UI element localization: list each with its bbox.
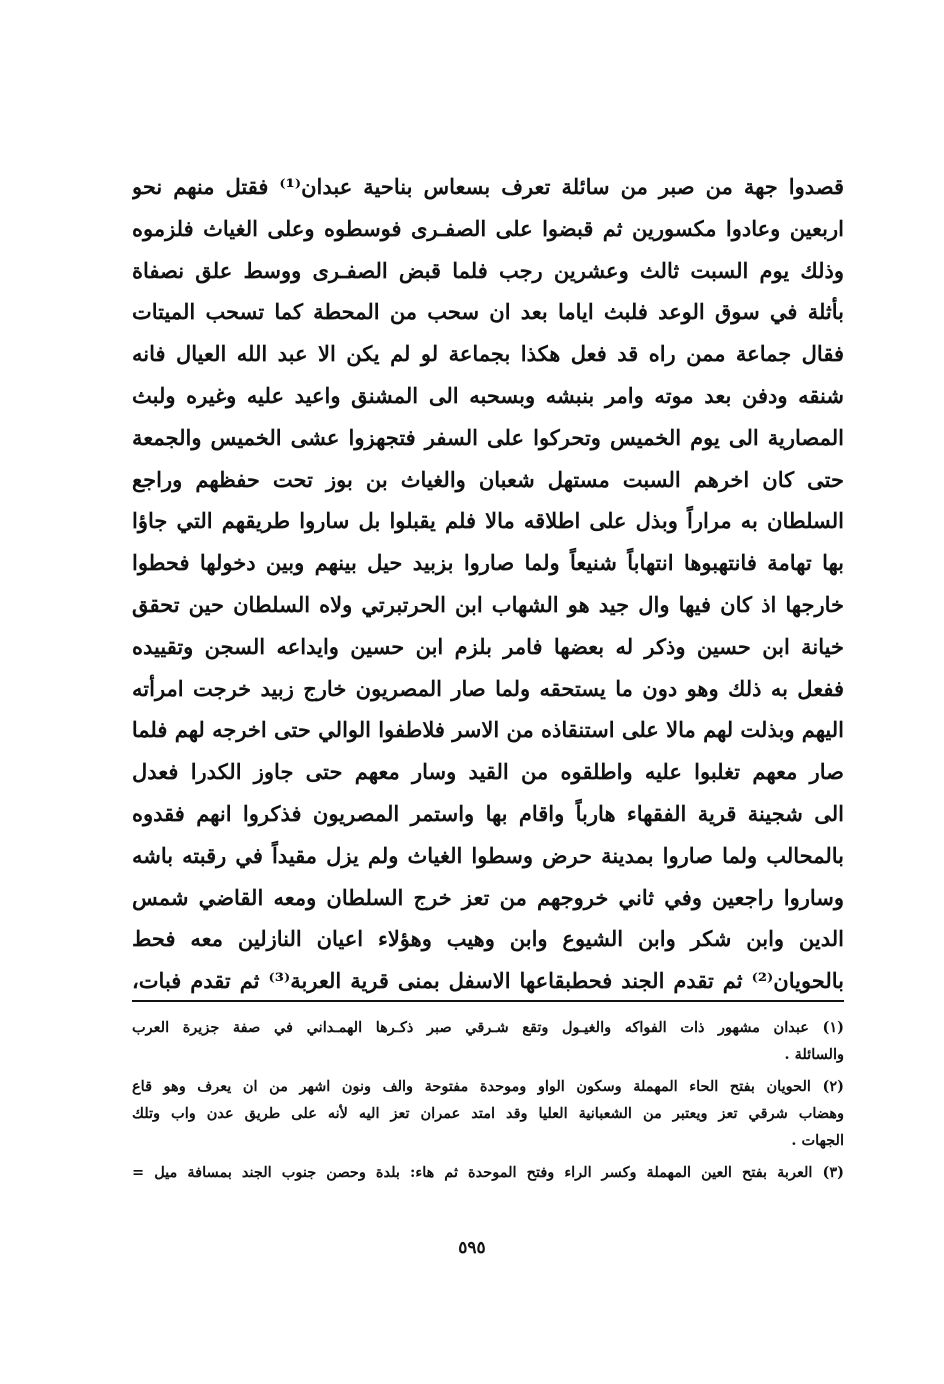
text-line: قصدوا جهة من صبر من سائلة تعرف بسعاس بناحية عبدان⁽¹⁾ فقتل منهم نحو xyxy=(132,174,844,199)
page-number: ٥٩٥ xyxy=(458,1238,486,1258)
text-line: بأثلة في سوق الوعد فلبث اياما بعد ان سحب من المحطة كما تسحب الميتات xyxy=(132,299,844,325)
text-line: ففعل به ذلك وهو دون ما يستحقه ولما صار المصريون خارج زبيد خرجت امرأته xyxy=(132,675,844,701)
footnote-line: (٢) الحويان بفتح الحاء المهملة وسكون الواو وموحدة مفتوحة والف ونون اشهر من ان يعرف وهو قاع xyxy=(132,1078,844,1095)
text-line: المصارية الى يوم الخميس وتحركوا على السفر فتجهزوا عشى الخميس والجمعة xyxy=(132,424,844,450)
text-line: اليهم وبذلت لهم مالا على استنقاذه من الاسر فلاطفوا الوالي حتى اخرجه لهم فلما xyxy=(132,717,844,743)
footnote-2 xyxy=(132,1073,844,1154)
text-line: اربعين وعادوا مكسورين ثم قبضوا على الصفـرى فوسطوه وعلى الغياث فلزموه xyxy=(132,215,844,241)
text-line: وساروا راجعين وفي ثاني خروجهم من تعز خرج السلطان ومعه القاضي شمس xyxy=(132,884,844,910)
footnote-line: والسائلة . xyxy=(784,1046,844,1063)
footnote-line: (٣) العربة بفتح العين المهملة وكسر الراء وفتح الموحدة ثم هاء: بلدة وحصن جنوب الجند بمسافة ميل = xyxy=(132,1164,844,1181)
text-line: بالمحالب ولما صاروا بمدينة حرض وسطوا الغياث ولم يزل مقيداً في رقبته باشه xyxy=(132,842,844,868)
text-line: الدين وابن شكر وابن الشيوع وابن وهيب وهؤلاء اعيان النازلين معه فحط xyxy=(132,926,844,952)
text-line: حتى كان اخرهم السبت مستهل شعبان والغياث بن بوز تحت حفظهم وراجع xyxy=(132,466,844,492)
text-line: السلطان به مراراً وبذل على اطلاقه مالا فلم يقبلوا بل ساروا طريقهم التي جاؤا xyxy=(132,508,844,534)
footnote-divider xyxy=(132,1000,844,1002)
text-line: فقال جماعة ممن راه قد فعل هكذا بجماعة لو لم يكن الا عبد الله العيال فانه xyxy=(132,341,844,367)
text-line: شنقه ودفن بعد موته وامر بنبشه وبسحبه الى المشنق واعيد عليه وغيره ولبث xyxy=(132,382,844,408)
text-line: صار معهم تغلبوا عليه واطلقوه من القيد وسار معهم حتى جاوز الكدرا فعدل xyxy=(132,759,844,785)
footnote-line: (١) عبدان مشهور ذات الفواكه والغيـول وتقع شـرقي صبر ذكـرها الهمـداني في صفة جزيرة العرب xyxy=(132,1019,844,1036)
text-line: خارجها اذ كان فيها وال جيد هو الشهاب ابن الحرتبرتي ولاه السلطان حين تحقق xyxy=(132,591,844,617)
main-text xyxy=(132,166,844,1002)
text-line: خيانة ابن حسين وذكر له بعضها فامر بلزم ابن حسين وايداعه السجن وتقييده xyxy=(132,633,844,659)
footnotes xyxy=(132,1014,844,1191)
footnote-3 xyxy=(132,1159,844,1186)
text-line: الى شجينة قرية الفقهاء هارباً واقام بها واستمر المصريون فذكروا انهم فقدوه xyxy=(132,800,844,826)
footnote-line: وهضاب شرقي تعز ويعتبر من الشعبانية العليا وقد امتد عمران تعز اليه لأنه على طريق عدن واب وتلك xyxy=(132,1105,844,1122)
text-line: بالحويان⁽²⁾ ثم تقدم الجند فحطبقاعها الاسفل بمنى قرية العربة⁽³⁾ ثم تقدم فبات، xyxy=(132,968,844,994)
text-line: بها تهامة فانتهبوها انتهاباً شنيعاً ولما صاروا بزبيد حيل بينهم وبين دخولها فحطوا xyxy=(132,550,844,576)
footnote-1 xyxy=(132,1014,844,1068)
text-line: وذلك يوم السبت ثالث وعشرين رجب فلما قبض الصفـرى ووسط علق نصفاة xyxy=(132,257,844,283)
footnote-line: الجهات . xyxy=(791,1132,844,1149)
